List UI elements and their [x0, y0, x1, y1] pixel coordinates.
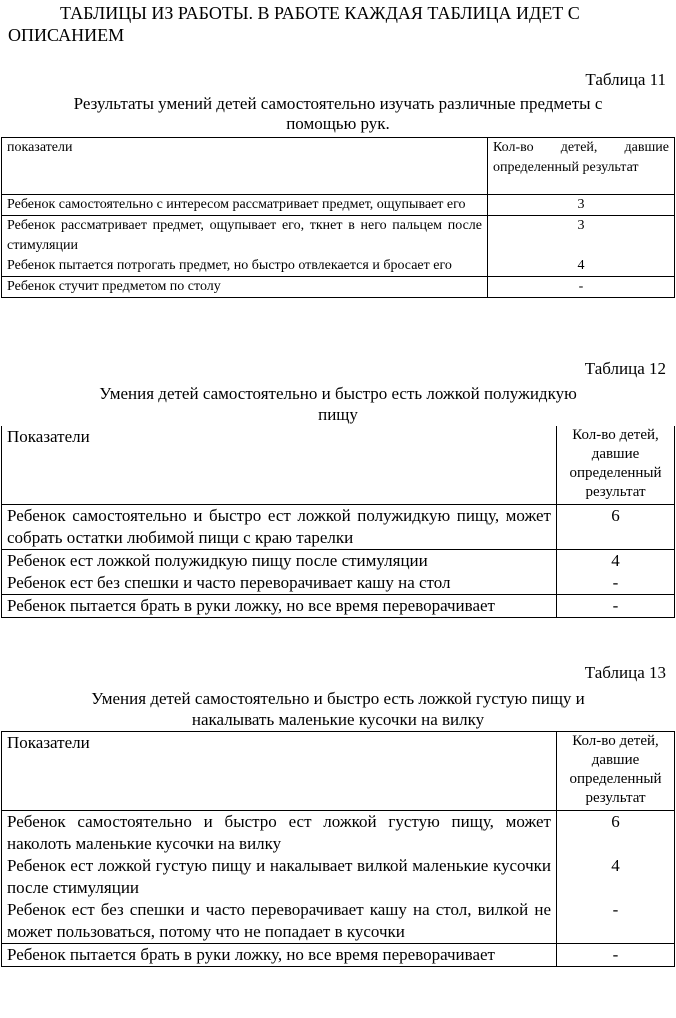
table-row	[2, 277, 675, 298]
table-11-title-line-2: помощью рук.	[286, 114, 390, 133]
table-12-title-line-1: Умения детей самостоятельно и быстро есть ложкой полужидкую	[99, 384, 577, 403]
table-header-indicators: Показатели	[2, 732, 557, 811]
table-row	[2, 595, 675, 618]
table-cell-indicator: Ребенок ест без спешки и часто переворачивает кашу на стол	[2, 572, 557, 595]
table-12-title-line-2: пищу	[318, 405, 358, 424]
table-11-title-line-1: Результаты умений детей самостоятельно изучать различные предметы с	[73, 94, 603, 113]
table-cell-indicator: Ребенок пытается потрогать предмет, но быстро отвлекается и бросает его	[2, 256, 488, 277]
table-cell-value: -	[488, 277, 675, 298]
table-cell-value: 4	[488, 256, 675, 277]
table-12-title	[0, 383, 676, 425]
table-row	[2, 550, 675, 573]
table-cell-indicator: Ребенок самостоятельно и быстро ест ложкой густую пищу, может наколоть маленькие кусочки на вилку	[2, 811, 557, 856]
table-cell-indicator: Ребенок самостоятельно с интересом рассматривает предмет, ощупывает его	[2, 195, 488, 216]
table-cell-indicator: Ребенок пытается брать в руки ложку, но все время переворачивает	[2, 595, 557, 618]
table-11-title	[0, 94, 676, 134]
table-13-number: Таблица 13	[584, 663, 666, 682]
table-row	[2, 426, 675, 505]
table-cell-indicator: Ребенок пытается брать в руки ложку, но все время переворачивает	[2, 944, 557, 967]
table-cell-indicator: Ребенок рассматривает предмет, ощупывает его, ткнет в него пальцем после стимуляции	[2, 216, 488, 257]
table-cell-indicator: Ребенок ест ложкой густую пищу и накалывает вилкой маленькие кусочки после стимуляции	[2, 855, 557, 899]
table-header-indicators: показатели	[2, 138, 488, 195]
table-13-title-line-1: Умения детей самостоятельно и быстро есть ложкой густую пищу и	[91, 689, 585, 708]
table-row	[2, 195, 675, 216]
table-13-title	[0, 688, 676, 730]
table-header-count: Кол-во детей, давшие определенный результат	[557, 732, 675, 811]
table-cell-indicator: Ребенок ест ложкой полужидкую пищу после стимуляции	[2, 550, 557, 573]
table-row	[2, 732, 675, 811]
table-row	[2, 216, 675, 257]
heading-line-1: ТАБЛИЦЫ ИЗ РАБОТЫ. В РАБОТЕ КАЖДАЯ ТАБЛИЦА ИДЕТ С	[60, 3, 580, 23]
table-header-count: Кол-во детей, давшие определенный результат	[557, 426, 675, 505]
table-cell-value: 4	[557, 855, 675, 899]
table-row	[2, 899, 675, 944]
table-row	[2, 505, 675, 550]
table-cell-value: 3	[488, 216, 675, 257]
table-row	[2, 138, 675, 195]
heading-line-2: ОПИСАНИЕМ	[8, 25, 125, 45]
table-cell-value: -	[557, 572, 675, 595]
table-row	[2, 572, 675, 595]
table-row	[2, 855, 675, 899]
table-12-number: Таблица 12	[584, 359, 666, 378]
table-13-title-line-2: накалывать маленькие кусочки на вилку	[191, 710, 485, 729]
table-cell-value: 6	[557, 811, 675, 856]
table-12	[1, 426, 675, 618]
table-cell-value: 3	[488, 195, 675, 216]
table-cell-indicator: Ребенок самостоятельно и быстро ест ложкой полужидкую пищу, может собрать остатки любимой пищи с краю тарелки	[2, 505, 557, 550]
table-row	[2, 944, 675, 967]
table-header-indicators: Показатели	[2, 426, 557, 505]
table-cell-value: 6	[557, 505, 675, 550]
document-heading	[8, 2, 670, 46]
table-row	[2, 811, 675, 856]
table-11	[1, 137, 675, 298]
table-header-count: Кол-во детей, давшие определенный результат	[488, 138, 675, 195]
table-cell-value: -	[557, 899, 675, 944]
table-cell-value: -	[557, 944, 675, 967]
table-cell-value: -	[557, 595, 675, 618]
table-11-number: Таблица 11	[585, 70, 666, 89]
table-cell-value: 4	[557, 550, 675, 573]
table-cell-indicator: Ребенок ест без спешки и часто переворачивает кашу на стол, вилкой не может пользоваться, потому что не попадает в кусочки	[2, 899, 557, 944]
table-13	[1, 731, 675, 967]
table-row	[2, 256, 675, 277]
table-cell-indicator: Ребенок стучит предметом по столу	[2, 277, 488, 298]
